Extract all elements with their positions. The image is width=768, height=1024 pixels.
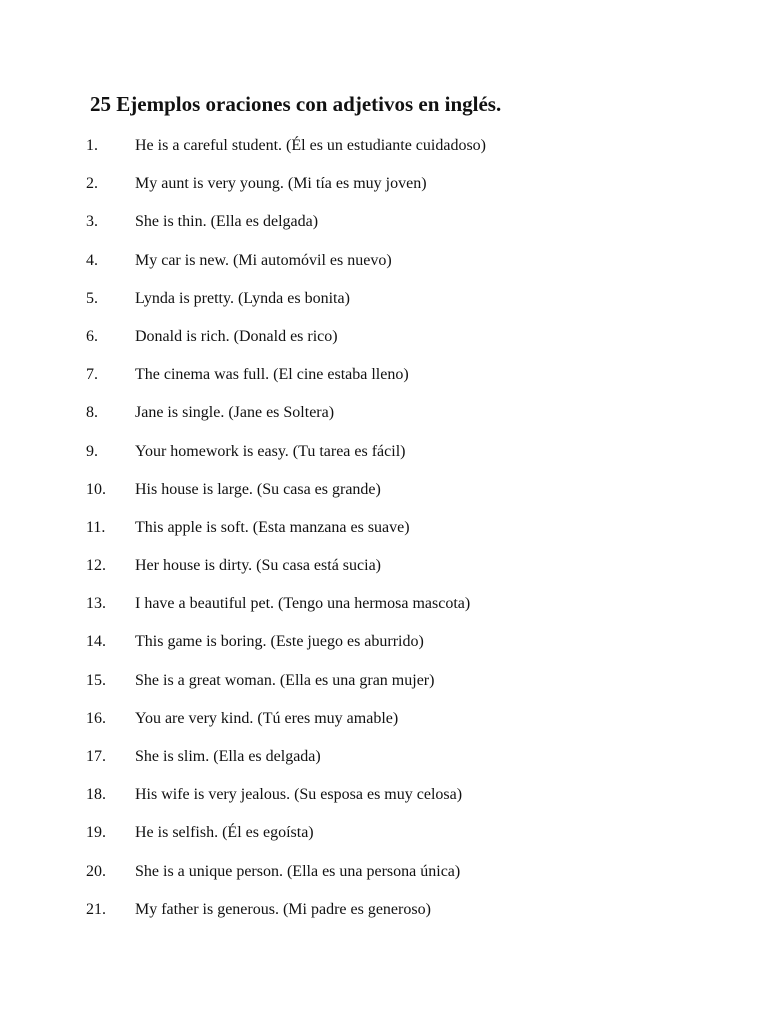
item-text: She is thin. (Ella es delgada): [135, 213, 319, 231]
item-number: 4.: [86, 251, 98, 269]
list-item: [86, 517, 726, 555]
list-item: [86, 441, 726, 479]
item-number: 11.: [86, 518, 106, 536]
item-number: 6.: [86, 327, 98, 345]
item-text: He is selfish. (Él es egoísta): [135, 824, 314, 842]
item-number: 20.: [86, 862, 106, 880]
list-item: [86, 326, 726, 364]
item-text: Lynda is pretty. (Lynda es bonita): [135, 289, 350, 307]
item-number: 16.: [86, 709, 106, 727]
item-text: Your homework is easy. (Tu tarea es fácil): [135, 442, 406, 460]
item-number: 7.: [86, 366, 98, 384]
item-text: Her house is dirty. (Su casa está sucia): [135, 557, 381, 575]
item-number: 13.: [86, 595, 106, 613]
item-number: 9.: [86, 442, 98, 460]
item-text: She is a unique person. (Ella es una persona única): [135, 862, 461, 880]
item-number: 8.: [86, 404, 98, 422]
list-item: [86, 173, 726, 211]
item-number: 5.: [86, 289, 98, 307]
item-text: My aunt is very young. (Mi tía es muy joven): [135, 175, 427, 193]
item-text: His wife is very jealous. (Su esposa es muy celosa): [135, 786, 463, 804]
item-text: He is a careful student. (Él es un estudiante cuidadoso): [135, 137, 486, 154]
item-number: 3.: [86, 213, 98, 231]
list-item: [86, 555, 726, 593]
item-text: Donald is rich. (Donald es rico): [135, 327, 338, 345]
item-text: This apple is soft. (Esta manzana es suave): [135, 518, 410, 536]
item-number: 10.: [86, 480, 106, 498]
list-item: [86, 211, 726, 249]
list-item: [86, 593, 726, 631]
list-item: [86, 746, 726, 784]
item-text: Jane is single. (Jane es Soltera): [135, 404, 335, 422]
item-number: 17.: [86, 748, 106, 765]
item-number: 12.: [86, 557, 106, 575]
list-item: [86, 479, 726, 517]
document-title: 25 Ejemplos oraciones con adjetivos en inglés.: [90, 92, 502, 116]
list-item: [86, 708, 726, 746]
item-number: 19.: [86, 824, 106, 842]
list-item: [86, 288, 726, 326]
list-item: [86, 899, 726, 937]
item-text: She is slim. (Ella es delgada): [135, 748, 321, 765]
list-item: [86, 784, 726, 822]
list-item: [86, 135, 726, 173]
item-number: 2.: [86, 175, 98, 193]
item-text: You are very kind. (Tú eres muy amable): [135, 709, 399, 727]
item-text: She is a great woman. (Ella es una gran mujer): [135, 671, 435, 689]
item-number: 18.: [86, 786, 106, 804]
item-number: 1.: [86, 137, 98, 154]
list-item: [86, 364, 726, 402]
item-text: His house is large. (Su casa es grande): [135, 480, 381, 498]
item-text: This game is boring. (Este juego es aburrido): [135, 633, 424, 651]
list-item: [86, 670, 726, 708]
sentence-list: [86, 135, 726, 937]
item-text: My car is new. (Mi automóvil es nuevo): [135, 251, 392, 269]
item-text: The cinema was full. (El cine estaba lleno): [135, 366, 409, 384]
list-item: [86, 402, 726, 440]
list-item: [86, 822, 726, 860]
item-number: 14.: [86, 633, 106, 651]
list-item: [86, 861, 726, 899]
item-number: 21.: [86, 900, 106, 918]
list-item: [86, 250, 726, 288]
item-text: My father is generous. (Mi padre es generoso): [135, 900, 431, 918]
item-text: I have a beautiful pet. (Tengo una hermosa mascota): [135, 595, 471, 613]
list-item: [86, 631, 726, 669]
item-number: 15.: [86, 671, 106, 689]
